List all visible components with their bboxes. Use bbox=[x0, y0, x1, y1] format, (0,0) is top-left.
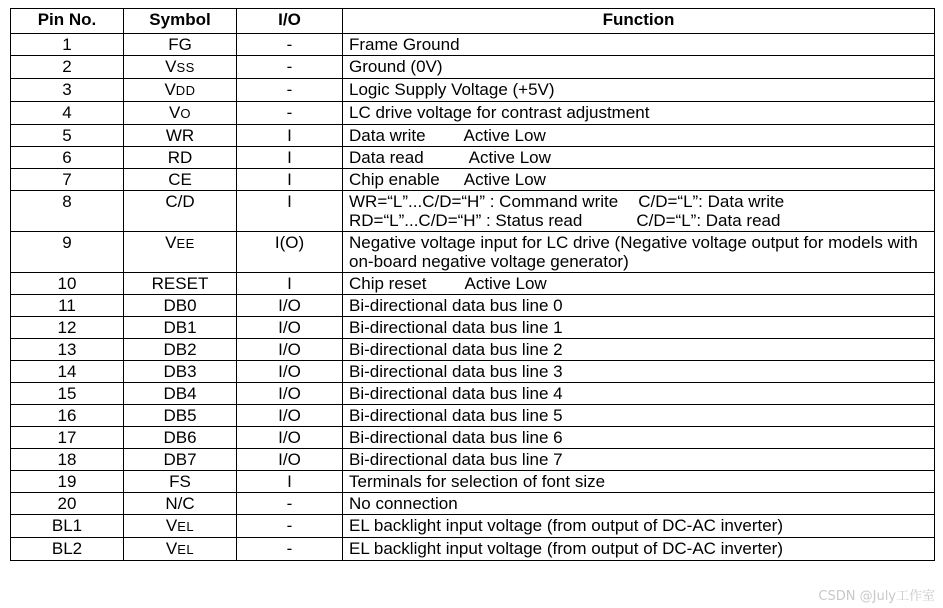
io-cell: I/O bbox=[237, 427, 343, 449]
io-cell: - bbox=[237, 34, 343, 56]
function-text: RD=“L”...C/D=“H” : Status read bbox=[349, 211, 583, 230]
function-cell: Bi-directional data bus line 5 bbox=[343, 405, 935, 427]
function-cell: Bi-directional data bus line 2 bbox=[343, 339, 935, 361]
io-cell: I(O) bbox=[237, 232, 343, 273]
function-text: Data read bbox=[349, 148, 424, 167]
symbol-cell: N/C bbox=[124, 493, 237, 515]
function-cell: Frame Ground bbox=[343, 34, 935, 56]
pin-cell: 14 bbox=[11, 361, 124, 383]
function-note: Active Low bbox=[468, 148, 551, 167]
io-cell: I/O bbox=[237, 295, 343, 317]
pin-cell: 19 bbox=[11, 471, 124, 493]
symbol-main: V bbox=[165, 57, 177, 76]
table-row bbox=[11, 493, 935, 515]
table-row bbox=[11, 405, 935, 427]
symbol-cell bbox=[124, 79, 237, 102]
function-note: Active Low bbox=[463, 170, 546, 189]
io-cell: I/O bbox=[237, 361, 343, 383]
io-cell: I bbox=[237, 471, 343, 493]
pin-cell: 15 bbox=[11, 383, 124, 405]
function-cell: No connection bbox=[343, 493, 935, 515]
table-row bbox=[11, 339, 935, 361]
symbol-cell: WR bbox=[124, 125, 237, 147]
symbol-cell bbox=[124, 515, 237, 538]
symbol-sub: O bbox=[180, 106, 191, 121]
io-cell: I/O bbox=[237, 405, 343, 427]
function-text: Data write bbox=[349, 126, 426, 145]
symbol-cell bbox=[124, 232, 237, 273]
watermark: CSDN @July工作室 bbox=[818, 589, 935, 604]
symbol-cell: DB7 bbox=[124, 449, 237, 471]
function-cell: LC drive voltage for contrast adjustment bbox=[343, 102, 935, 125]
table-row bbox=[11, 515, 935, 538]
function-text: Chip reset bbox=[349, 274, 427, 293]
pin-table bbox=[10, 8, 935, 561]
table-row bbox=[11, 125, 935, 147]
io-cell: I bbox=[237, 147, 343, 169]
function-cell bbox=[343, 191, 935, 232]
symbol-cell: DB4 bbox=[124, 383, 237, 405]
io-cell: I bbox=[237, 125, 343, 147]
function-text: Chip enable bbox=[349, 170, 440, 189]
function-cell: Bi-directional data bus line 0 bbox=[343, 295, 935, 317]
symbol-cell bbox=[124, 56, 237, 79]
function-cell: Bi-directional data bus line 1 bbox=[343, 317, 935, 339]
table-row bbox=[11, 34, 935, 56]
io-cell: - bbox=[237, 493, 343, 515]
function-cell: Ground (0V) bbox=[343, 56, 935, 79]
pin-cell: 8 bbox=[11, 191, 124, 232]
pin-cell: 18 bbox=[11, 449, 124, 471]
io-cell: - bbox=[237, 79, 343, 102]
function-cell bbox=[343, 273, 935, 295]
symbol-main: V bbox=[165, 233, 177, 252]
symbol-sub: EL bbox=[177, 542, 195, 557]
symbol-main: V bbox=[169, 103, 181, 122]
io-cell: I bbox=[237, 169, 343, 191]
pin-cell: 7 bbox=[11, 169, 124, 191]
header-row bbox=[11, 9, 935, 34]
symbol-sub: EE bbox=[176, 236, 195, 251]
function-note: Active Low bbox=[464, 274, 547, 293]
function-cell: Bi-directional data bus line 6 bbox=[343, 427, 935, 449]
symbol-cell: FG bbox=[124, 34, 237, 56]
io-cell: - bbox=[237, 515, 343, 538]
pin-cell: 1 bbox=[11, 34, 124, 56]
function-note: C/D=“L”: Data read bbox=[636, 211, 781, 230]
pin-cell: 2 bbox=[11, 56, 124, 79]
function-cell bbox=[343, 147, 935, 169]
symbol-cell: DB1 bbox=[124, 317, 237, 339]
table-row bbox=[11, 383, 935, 405]
function-note: Active Low bbox=[463, 126, 546, 145]
header-io: I/O bbox=[237, 9, 343, 34]
io-cell: I/O bbox=[237, 383, 343, 405]
symbol-sub: EL bbox=[177, 519, 195, 534]
symbol-cell: DB3 bbox=[124, 361, 237, 383]
symbol-sub: DD bbox=[175, 83, 196, 98]
symbol-main: V bbox=[164, 80, 176, 99]
function-cell: EL backlight input voltage (from output of DC-AC inverter) bbox=[343, 538, 935, 561]
table-row bbox=[11, 273, 935, 295]
table-row bbox=[11, 169, 935, 191]
table-row bbox=[11, 361, 935, 383]
table-row bbox=[11, 79, 935, 102]
table-row bbox=[11, 317, 935, 339]
pin-cell: 4 bbox=[11, 102, 124, 125]
symbol-cell bbox=[124, 538, 237, 561]
symbol-cell: RESET bbox=[124, 273, 237, 295]
function-cell: Negative voltage input for LC drive (Negative voltage output for models with on-board negative voltage generator) bbox=[343, 232, 935, 273]
symbol-cell: DB5 bbox=[124, 405, 237, 427]
pin-cell: BL1 bbox=[11, 515, 124, 538]
symbol-cell bbox=[124, 102, 237, 125]
symbol-cell: CE bbox=[124, 169, 237, 191]
symbol-cell: FS bbox=[124, 471, 237, 493]
table-row bbox=[11, 295, 935, 317]
io-cell: - bbox=[237, 56, 343, 79]
symbol-cell: C/D bbox=[124, 191, 237, 232]
io-cell: I/O bbox=[237, 317, 343, 339]
header-function: Function bbox=[343, 9, 935, 34]
table-row bbox=[11, 147, 935, 169]
pin-cell: 3 bbox=[11, 79, 124, 102]
table-row bbox=[11, 449, 935, 471]
io-cell: I bbox=[237, 191, 343, 232]
table-row bbox=[11, 102, 935, 125]
io-cell: I bbox=[237, 273, 343, 295]
table-row bbox=[11, 191, 935, 232]
pin-cell: 17 bbox=[11, 427, 124, 449]
pin-cell: 20 bbox=[11, 493, 124, 515]
symbol-cell: RD bbox=[124, 147, 237, 169]
function-cell: Terminals for selection of font size bbox=[343, 471, 935, 493]
pin-cell: 6 bbox=[11, 147, 124, 169]
table-row bbox=[11, 538, 935, 561]
pin-cell: 10 bbox=[11, 273, 124, 295]
pin-cell: 11 bbox=[11, 295, 124, 317]
function-cell: Logic Supply Voltage (+5V) bbox=[343, 79, 935, 102]
function-cell: Bi-directional data bus line 7 bbox=[343, 449, 935, 471]
header-symbol: Symbol bbox=[124, 9, 237, 34]
function-cell: Bi-directional data bus line 3 bbox=[343, 361, 935, 383]
function-cell: EL backlight input voltage (from output of DC-AC inverter) bbox=[343, 515, 935, 538]
pin-cell: 12 bbox=[11, 317, 124, 339]
function-text: WR=“L”...C/D=“H” : Command write bbox=[349, 192, 619, 211]
symbol-cell: DB6 bbox=[124, 427, 237, 449]
symbol-main: V bbox=[165, 516, 178, 535]
pin-cell: 16 bbox=[11, 405, 124, 427]
table-row bbox=[11, 427, 935, 449]
pin-cell: BL2 bbox=[11, 538, 124, 561]
symbol-cell: DB2 bbox=[124, 339, 237, 361]
header-pin: Pin No. bbox=[11, 9, 124, 34]
function-cell: Bi-directional data bus line 4 bbox=[343, 383, 935, 405]
io-cell: I/O bbox=[237, 339, 343, 361]
table-row bbox=[11, 56, 935, 79]
symbol-sub: SS bbox=[176, 60, 195, 75]
io-cell: - bbox=[237, 538, 343, 561]
table-row bbox=[11, 232, 935, 273]
pin-cell: 9 bbox=[11, 232, 124, 273]
symbol-cell: DB0 bbox=[124, 295, 237, 317]
pin-cell: 13 bbox=[11, 339, 124, 361]
symbol-main: V bbox=[165, 539, 178, 558]
function-note: C/D=“L”: Data write bbox=[638, 192, 785, 211]
table-row bbox=[11, 471, 935, 493]
function-cell bbox=[343, 125, 935, 147]
io-cell: - bbox=[237, 102, 343, 125]
io-cell: I/O bbox=[237, 449, 343, 471]
pin-cell: 5 bbox=[11, 125, 124, 147]
function-cell bbox=[343, 169, 935, 191]
